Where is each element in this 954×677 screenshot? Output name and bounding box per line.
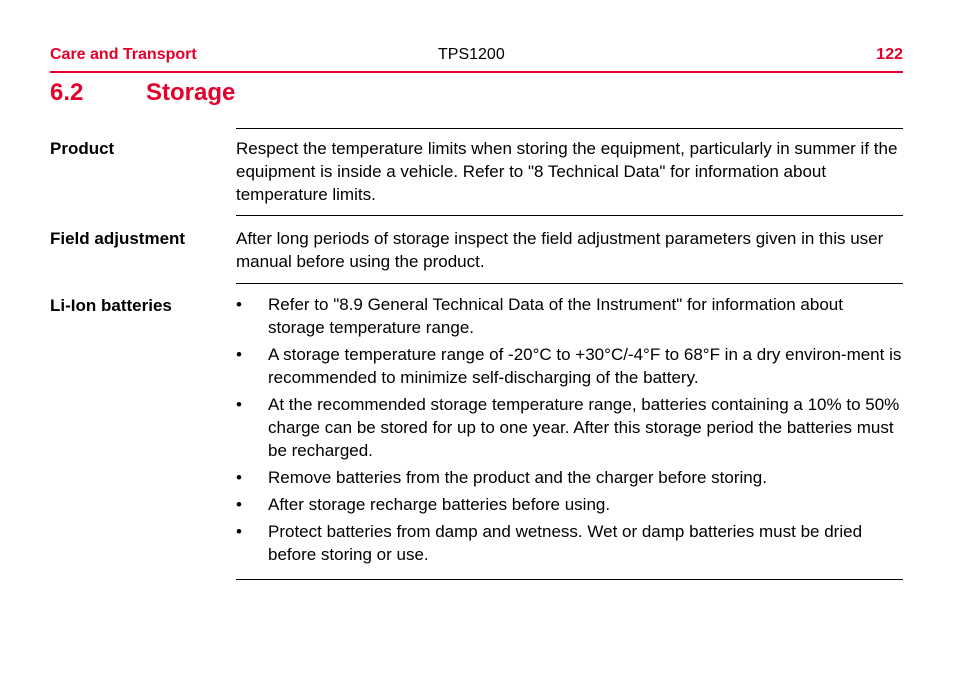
row-text-field-adjustment: After long periods of storage inspect the field adjustment parameters given in this user manual before using the product. <box>236 229 884 271</box>
bullet-icon: • <box>236 345 242 364</box>
row-label-field-adjustment: Field adjustment <box>50 229 186 248</box>
list-item-text: Refer to "8.9 General Technical Data of the Instrument" for information about storage temperature range. <box>268 295 843 337</box>
list-item <box>236 293 904 339</box>
bullet-icon: • <box>236 468 242 487</box>
bullet-icon: • <box>236 495 242 514</box>
list-item <box>236 466 904 489</box>
list-item-text: Remove batteries from the product and the charger before storing. <box>268 468 767 487</box>
list-item-text: After storage recharge batteries before using. <box>268 495 611 514</box>
section-number: 6.2 <box>50 79 84 106</box>
list-item <box>236 520 904 566</box>
page-header <box>50 44 903 66</box>
header-divider <box>50 71 903 73</box>
list-item-text: At the recommended storage temperature range, batteries containing a 10% to 50% charge can be stored for up to one year. After this storage period the batteries must be recharged. <box>268 395 900 460</box>
page-number: 122 <box>876 46 903 63</box>
row-divider <box>236 283 903 284</box>
section-title: Storage <box>146 79 236 106</box>
battery-bullet-list <box>236 293 904 570</box>
row-divider <box>236 579 903 580</box>
list-item <box>236 343 904 389</box>
list-item <box>236 393 904 462</box>
chapter-title: Care and Transport <box>50 46 197 63</box>
bullet-icon: • <box>236 295 242 314</box>
row-label-li-ion-batteries: Li-Ion batteries <box>50 296 172 315</box>
row-text-product: Respect the temperature limits when storing the equipment, particularly in summer if the equipment is inside a vehicle. Refer to "8 Technical Data" for information about temperature limits. <box>236 139 898 204</box>
bullet-icon: • <box>236 522 242 541</box>
list-item <box>236 493 904 516</box>
list-item-text: Protect batteries from damp and wetness. Wet or damp batteries must be dried before storing or use. <box>268 522 863 564</box>
row-divider <box>236 215 903 216</box>
row-divider <box>236 128 903 129</box>
list-item-text: A storage temperature range of -20°C to +30°C/-4°F to 68°F in a dry environ-ment is recommended to minimize self-discharging of the battery. <box>268 345 902 387</box>
product-name: TPS1200 <box>438 46 505 63</box>
row-label-product: Product <box>50 139 115 158</box>
bullet-icon: • <box>236 395 242 414</box>
